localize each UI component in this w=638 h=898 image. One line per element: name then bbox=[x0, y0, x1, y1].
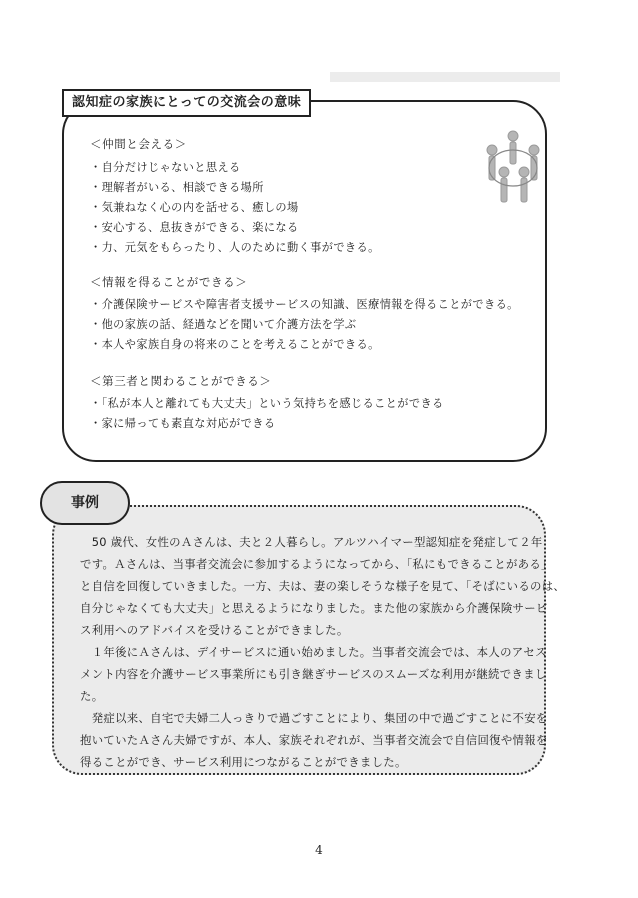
list-item: ・自分だけじゃないと思える bbox=[90, 161, 241, 174]
section-heading: ＜情報を得ることができる＞ bbox=[90, 275, 248, 289]
case-text-line: 抱いていたＡさん夫婦ですが、本人、家族それぞれが、当事者交流会で自信回復や情報を bbox=[80, 733, 548, 747]
section-heading: ＜第三者と関わることができる＞ bbox=[90, 374, 272, 388]
case-text-line: ス利用へのアドバイスを受けることができました。 bbox=[80, 623, 349, 637]
case-text-line: と自信を回復していきました。一方、夫は、妻の楽しそうな様子を見て、「そばにいるのは、 bbox=[80, 579, 566, 593]
meaning-box-title: 認知症の家族にとっての交流会の意味 bbox=[62, 89, 311, 117]
list-item: ・「私が本人と離れても大丈夫」という気持ちを感じることができる bbox=[90, 397, 444, 410]
list-item: ・家に帰っても素直な対応ができる bbox=[90, 417, 276, 430]
case-text-line: メント内容を介護サービス事業所にも引き継ぎサービスのスムーズな利用が継続できまし bbox=[80, 667, 547, 681]
list-item: ・気兼ねなく心の内を話せる、癒しの場 bbox=[90, 201, 299, 214]
case-text-line: 発症以来、自宅で夫婦二人っきりで過ごすことにより、集団の中で過ごすことに不安を bbox=[80, 711, 548, 725]
case-badge: 事例 bbox=[40, 481, 130, 525]
case-text-line: １年後にＡさんは、デイサービスに通い始めました。当事者交流会では、本人のアセス bbox=[80, 645, 547, 659]
list-item: ・力、元気をもらったり、人のために動く事ができる。 bbox=[90, 241, 380, 254]
list-item: ・理解者がいる、相談できる場所 bbox=[90, 181, 264, 194]
section-heading: ＜仲間と会える＞ bbox=[90, 137, 187, 151]
list-item: ・介護保険サービスや障害者支援サービスの知識、医療情報を得ることができる。 bbox=[90, 298, 519, 311]
case-text-line: 自分じゃなくても大丈夫」と思えるようになりました。また他の家族から介護保険サービ bbox=[80, 601, 548, 615]
bleed-through-text bbox=[330, 72, 560, 82]
list-item: ・安心する、息抜きができる、楽になる bbox=[90, 221, 299, 234]
case-text-line: た。 bbox=[80, 689, 104, 703]
case-text-line: 50 歳代、女性のＡさんは、夫と２人暮らし。アルツハイマー型認知症を発症して２年 bbox=[80, 535, 543, 549]
case-text-line: です。Ａさんは、当事者交流会に参加するようになってから、「私にもできることがある」 bbox=[80, 557, 553, 571]
list-item: ・本人や家族自身の将来のことを考えることができる。 bbox=[90, 338, 380, 351]
page-number: 4 bbox=[315, 843, 323, 857]
people-circle-icon bbox=[478, 128, 548, 208]
list-item: ・他の家族の話、経過などを聞いて介護方法を学ぶ bbox=[90, 318, 357, 331]
case-text-line: 得ることができ、サービス利用につながることができました。 bbox=[80, 755, 407, 769]
